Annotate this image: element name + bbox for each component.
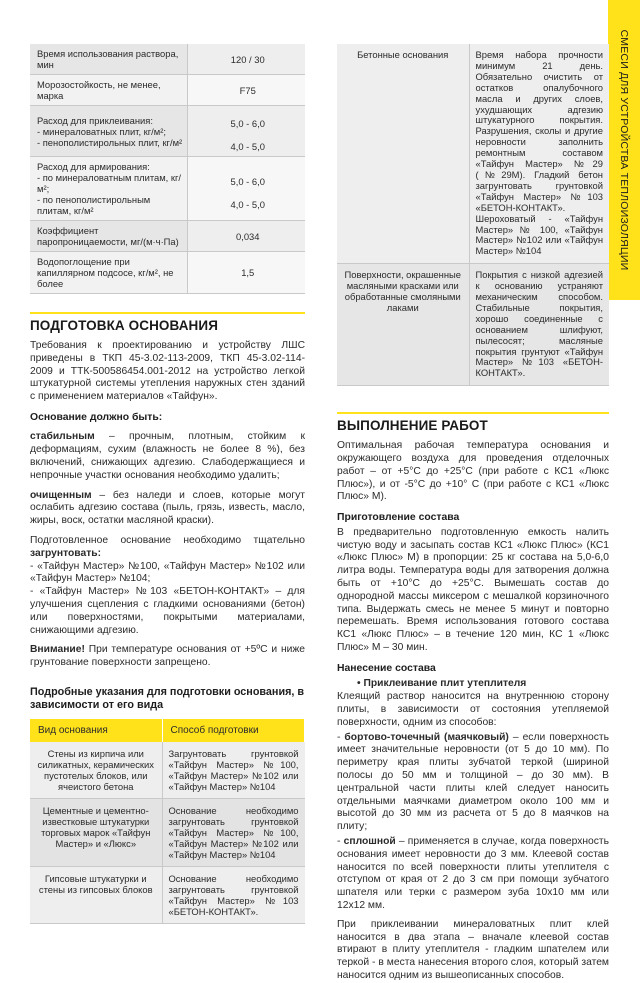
property-value: 1,5 — [241, 267, 255, 278]
property-value-cell — [187, 157, 305, 221]
glue-intro: Клеящий раствор наносится на внутреннюю сторону плиты, в зависимости от состояния утепляемой поверхности, одним из способов: — [337, 691, 609, 728]
property-value: 4,0 - 5,0 — [230, 198, 265, 210]
attention-paragraph — [30, 644, 305, 670]
property-value: 0,034 — [236, 230, 260, 242]
stable-paragraph — [30, 431, 305, 482]
property-row — [30, 252, 305, 294]
method-1-term: бортово-точечный — [344, 731, 441, 743]
property-label: Морозостойкость, не менее, марка — [30, 75, 187, 106]
work-heading: ВЫПОЛНЕНИЕ РАБОТ — [337, 412, 609, 433]
stable-text: – прочным, плотным, стойким к деформациям, сухим (влажность не более 8 %), без включений, снижающих адгезию. Слабодержащиеся и непрочные участки основания необходимо удалить; — [30, 431, 305, 481]
base-type-cell: Гипсовые штукатурки и стены из гипсовых блоков — [30, 867, 162, 924]
method-2-text: – применяется в случае, когда поверхность основания имеет неровности до 3 мм. Клеевой состав наносится по всей поверхности плиты утеплителя с отступом от края от 2 до 3 см при помощи зубчатого шпателя или терки с размером зуба 10х10 мм или 12х12 мм. — [337, 836, 609, 911]
property-row — [30, 44, 305, 75]
property-value: 5,0 - 6,0 — [230, 175, 265, 187]
table-row — [337, 264, 609, 386]
property-row — [30, 221, 305, 252]
table-row — [30, 867, 305, 924]
mix-heading: Приготовление состава — [337, 512, 460, 524]
table-row — [30, 742, 305, 799]
attention-term: Внимание! — [30, 644, 85, 656]
prep-method-cell: Основание необходимо загрунтовать грунтовкой «Тайфун Мастер» №100, «Тайфун Мастер» №102 или «Тайфун Мастер» №104 — [162, 799, 305, 867]
prep-heading: ПОДГОТОВКА ОСНОВАНИЯ — [30, 312, 305, 333]
method-2-paragraph: - сплошной – применяется в случае, когда поверхность основания имеет неровности до 3 мм. Клеевой состав наносится по всей поверхности плиты утеплителя с отступом от края от 2 до 3 см при помощи зубчатого шпателя или терки с размером зуба 10х10 мм или 12х12 мм. — [337, 836, 609, 911]
side-tab-label: СМЕСИ ДЛЯ УСТРОЙСТВА ТЕПЛОИЗОЛЯЦИИ — [618, 29, 630, 271]
clean-text: – без наледи и слоев, которые могут ослабить адгезию состава (пыль, грязь, известь, масло, жиры, воск, остатки масляной краски). — [30, 489, 305, 527]
clean-term: очищенным — [30, 489, 92, 501]
property-label: Время использования раствора, мин — [30, 44, 187, 75]
col-header-prep-method: Способ подготовки — [162, 719, 305, 742]
table-row — [30, 799, 305, 867]
surface-types-table — [337, 44, 609, 386]
prep-method-cell: Основание необходимо загрунтовать грунтовкой «Тайфун Мастер» №103 «БЕТОН-КОНТАКТ». — [162, 867, 305, 924]
surface-type-cell: Поверхности, окрашенные масляными красками или обработанные смоляными лаками — [337, 264, 469, 386]
property-value-cell — [187, 221, 305, 252]
property-value: 4,0 - 5,0 — [230, 141, 265, 152]
property-row — [30, 157, 305, 221]
property-value-cell — [187, 44, 305, 75]
properties-table — [30, 44, 305, 294]
property-value: 5,0 - 6,0 — [230, 118, 265, 129]
property-value-cell — [187, 252, 305, 294]
property-value: 120 / 30 — [230, 53, 265, 65]
method-2-term: сплошной — [343, 836, 396, 847]
base-type-cell: Стены из кирпича или силикатных, керамических пустотелых блоков, или ячеистого бетона — [30, 742, 162, 799]
mineral-text: При приклеивании минераловатных плит клей наносится в два этапа – вначале клеевой состав втирают в плиту утеплителя - гладким шпателем или теркой - в места нанесения второго слоя, который затем наносится одним из вышеописанных способов. — [337, 918, 609, 981]
prime-colon: : — [97, 547, 102, 559]
side-tab — [608, 0, 640, 300]
property-label: Расход для приклеивания: - минераловатных плит, кг/м²; - пенополистирольных плит, кг/м² — [30, 106, 187, 157]
base-types-table — [30, 719, 305, 924]
prime-item-2: - «Тайфун Мастер» №103 «БЕТОН-КОНТАКТ» – для улучшения сцепления с гладкими основаниями (бетон) или поверхностями, покрытыми материалами, снижающими адгезию. — [30, 586, 305, 636]
table-row — [337, 44, 609, 264]
property-value-cell — [187, 106, 305, 157]
method-1-text: – если поверхность имеет значительные неровности (от 5 до 10 мм). По периметру края плиты зубчатой теркой (шириной полосы до 50 мм и толщиной – до 30 мм). В центральной части плиты клей следует наносить отдельными маячками диаметром около 100 мм и высотой до 30 мм из расчета от 5 до 8 маячков на плиту; — [337, 731, 609, 833]
left-column — [30, 44, 305, 924]
method-1-paren: (маячковый) — [440, 731, 509, 743]
property-value-cell — [187, 75, 305, 106]
prime-term: загрунтовать — [30, 547, 98, 559]
property-row — [30, 75, 305, 106]
glue-heading: • Приклеивание плит утеплителя — [357, 678, 527, 690]
property-value: F75 — [239, 84, 256, 96]
method-1-paragraph: - бортово-точечный (маячковый) – если поверхность имеет значительные неровности (от 5 до 10 мм). По периметру края плиты зубчатой теркой (шириной полосы до 50 мм и толщиной – до 30 мм). В центральной части плиты клей следует наносить отдельными маячками диаметром около 100 мм и высотой до 30 мм из расчета от 5 до 8 маячков на плиту; — [337, 731, 609, 833]
prep-method-cell: Загрунтовать грунтовкой «Тайфун Мастер» №100, «Тайфун Мастер» №102 или «Тайфун Мастер» №104 — [162, 742, 305, 799]
prime-item-1: - «Тайфун Мастер» №100, «Тайфун Мастер» №102 или «Тайфун Мастер» №104; — [30, 560, 305, 585]
stable-term: стабильным — [30, 431, 95, 443]
clean-paragraph — [30, 490, 305, 528]
prep-intro: Требования к проектированию и устройству ЛШС приведены в ТКП 45-3.02-113-2009, ТКП 45-3.02-114-2009 и ТТК-500586454.001-2012 на устройство легкой штукатурной системы утепления наружных стен зданий с применением материалов «Тайфун». — [30, 340, 305, 403]
property-row — [30, 106, 305, 157]
property-label: Коэффициент паропроницаемости, мг/(м·ч·Па) — [30, 221, 187, 252]
must-be-heading: Основание должно быть: — [30, 411, 163, 423]
work-intro: Оптимальная рабочая температура основания и окружающего воздуха для проведения отделочных работ – от +5°С до +25°С (при работе с КС1 «Люкс Плюс»), и от -5°С до +10° С (при работе с КС1 «Люкс Плюс» М). — [337, 440, 609, 503]
base-type-cell: Цементные и цементно-известковые штукатурки торговых марок «Тайфун Мастер» и «Люкс» — [30, 799, 162, 867]
right-column — [337, 44, 609, 983]
surface-method-cell: Время набора прочности минимум 21 день. Обязательно очистить от остатков опалубочного масла и других слоев, ухудшающих адгезию штукатурного покрытия. Разрушения, сколы и другие неровности заполнить ремонтным составом «Тайфун Мастер» №29 (№29М). Гладкий бетон загрунтовать грунтовкой «Тайфун Мастер» №103 «БЕТОН-КОНТАКТ». Шероховатый - «Тайфун Мастер» № 100, «Тайфун Мастер» №102 или «Тайфун Мастер» №104 — [469, 44, 609, 264]
apply-heading: Нанесение состава — [337, 662, 436, 674]
property-label: Расход для армирования: - по минераловатным плитам, кг/м²; - по пенополистирольным плитам, кг/м² — [30, 157, 187, 221]
col-header-base-type: Вид основания — [30, 719, 162, 742]
details-heading: Подробные указания для подготовки основания, в зависимости от его вида — [30, 686, 305, 712]
prime-paragraph — [30, 535, 305, 637]
surface-type-cell: Бетонные основания — [337, 44, 469, 264]
mix-text: В предварительно подготовленную емкость налить чистую воду и засыпать состав КС1 «Люкс Плюс» (КС1 «Люкс Плюс» М) в пропорции: 25 кг состава на 5,0-6,0 литра воды. Температура воды для затворения должна быть от +10°С до +25°С. Вымешать состав до однородной массы миксером с мешалкой корзиночного типа. Выдержать смесь не менее 5 минут и повторно перемешать. Время использования готового состава КС1 «Люкс Плюс» – в течение 120 мин, КС 1 «Люкс Плюс» М – 30 мин. — [337, 526, 609, 653]
prime-text: Подготовленное основание необходимо тщательно — [30, 535, 305, 547]
property-label: Водопоглощение при капиллярном подсосе, кг/м², не более — [30, 252, 187, 294]
attention-text: При температуре основания от +5ºС и ниже грунтование поверхности запрещено. — [30, 644, 305, 669]
surface-method-cell: Покрытия с низкой адгезией к основанию устраняют механическим способом. Стабильные покрытия, хорошо соединенные с основанием шлифуют, пылесосят; масляные покрытия грунтуют «Тайфун Мастер» №103 «БЕТОН-КОНТАКТ». — [469, 264, 609, 386]
